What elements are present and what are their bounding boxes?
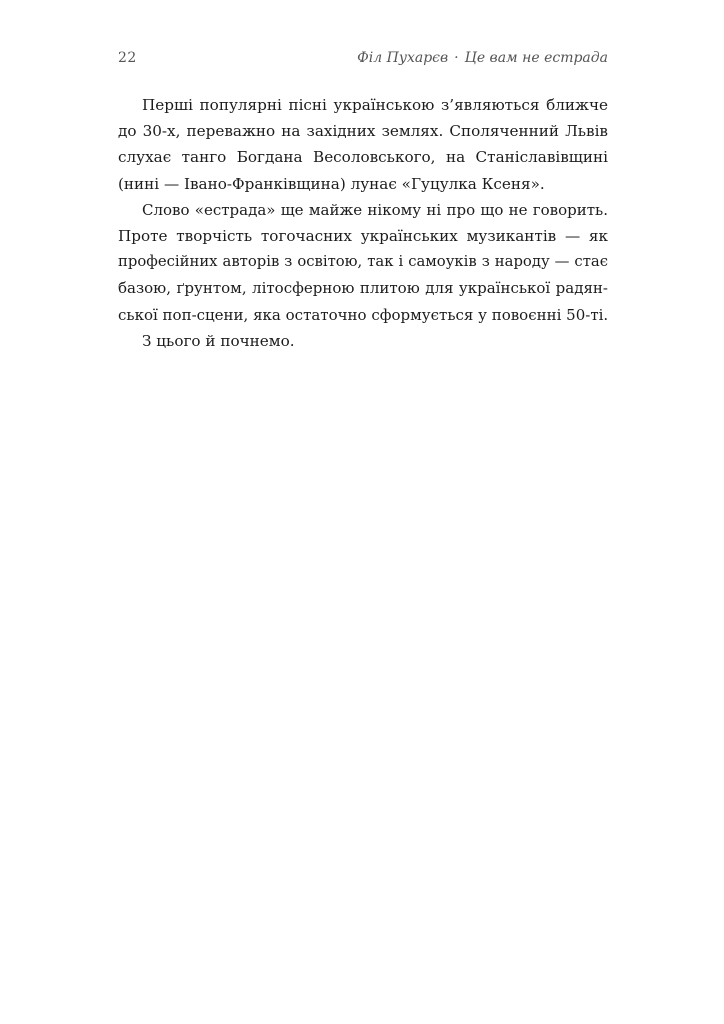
header-separator: ·: [454, 50, 459, 66]
body-text: [118, 92, 608, 354]
text-line: слухає танго Богдана Весоловського, на Станіславівщині: [118, 148, 608, 167]
text-line: Слово «естрада» ще майже нікому ні про що не говорить.: [142, 200, 608, 219]
running-header: [118, 50, 608, 72]
text-line: ської поп-сцени, яка остаточно сформується у повоєнні 50-ті.: [118, 305, 609, 324]
paragraph-2: [118, 197, 608, 328]
text-line: З цього й почнемо.: [142, 331, 295, 350]
text-line: Перші популярні пісні українською з’являються ближче: [142, 96, 608, 114]
text-line: професійних авторів з освітою, так і самоуків з народу — стає: [118, 253, 608, 271]
page-number: 22: [118, 50, 137, 66]
text-line: базою, ґрунтом, літосферною плитою для української радян-: [118, 279, 608, 298]
text-line: до 30-х, переважно на західних землях. Споляченний Львів: [118, 122, 608, 141]
header-author: Філ Пухарєв: [357, 50, 449, 66]
header-book-title: Це вам не естрада: [464, 50, 608, 66]
text-line: Проте творчість тогочасних українських музикантів — як: [118, 227, 608, 246]
header-author-title: [357, 50, 608, 66]
paragraph-1: [118, 92, 608, 197]
text-line: (нині — Івано-Франківщина) лунає «Гуцулка Ксеня».: [118, 174, 545, 193]
paragraph-3: [118, 328, 608, 354]
